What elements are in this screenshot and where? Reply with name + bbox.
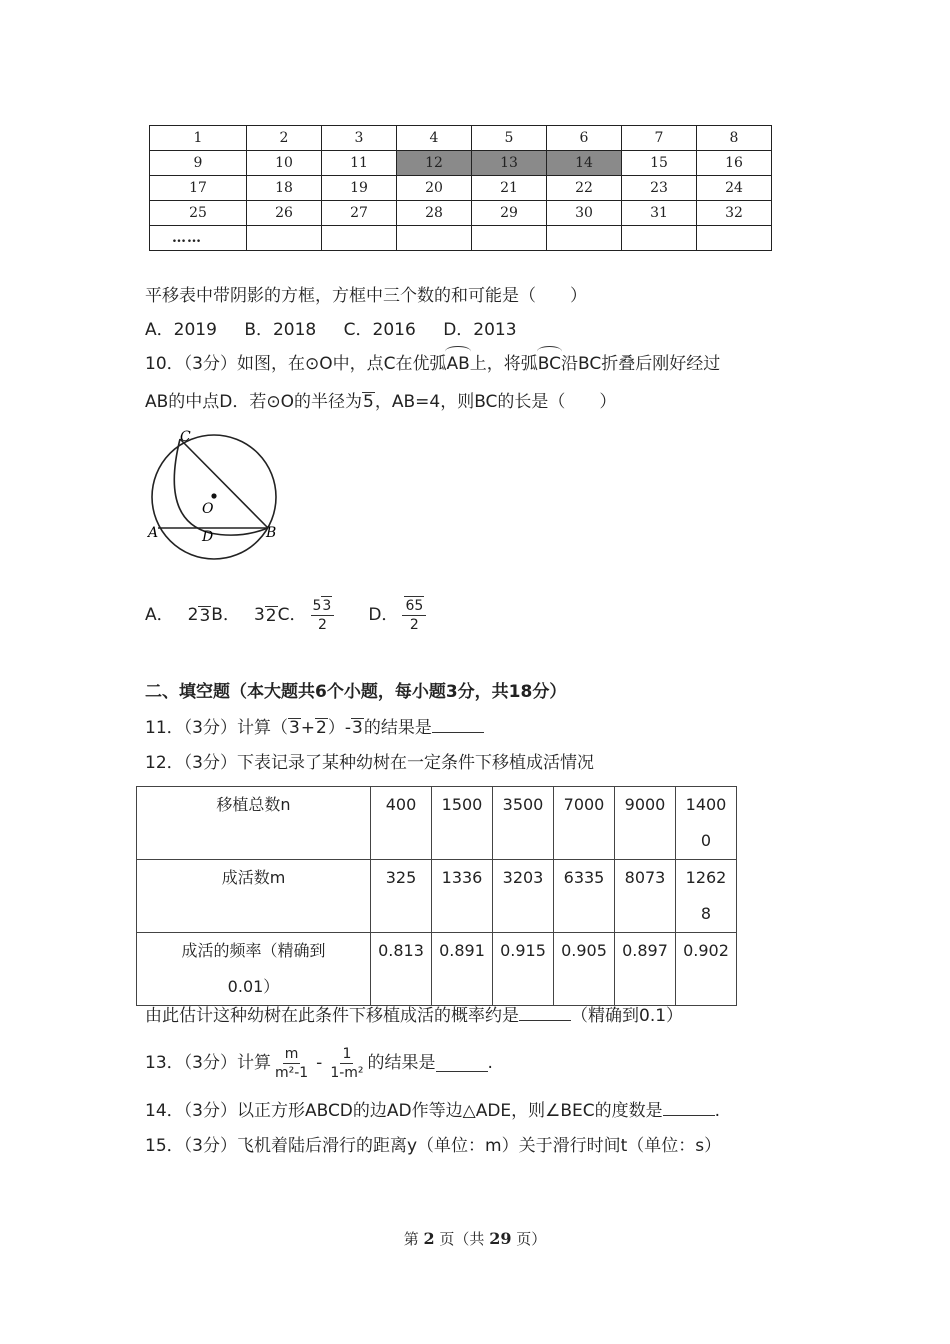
grid-cell: 5 (472, 126, 547, 151)
q10-line2: AB的中点D．若⊙O的半径为5，AB=4，则BC的长是（ ） (145, 392, 617, 412)
label-o: O (202, 501, 214, 517)
label-d: D (202, 529, 214, 545)
q13-frac-2: $\frac{1}{\text{1-m²}}$ (330, 1045, 364, 1081)
grid-cell: 19 (322, 176, 397, 201)
grid-cell: 13 (472, 151, 547, 176)
grid-cell: 21 (472, 176, 547, 201)
label-c: C (180, 429, 191, 445)
q9-option-d: D．2013 (443, 320, 517, 340)
grid-cell: 30 (547, 201, 622, 226)
grid-cell: 11 (322, 151, 397, 176)
grid-cell: 31 (622, 201, 697, 226)
page-footer: 第 2 页（共 29 页） (403, 1229, 547, 1248)
grid-cell (397, 226, 472, 251)
q13-answer-blank (436, 1054, 488, 1072)
q11-text: 11．（3分）计算（3+2）-3的结果是 (145, 715, 484, 740)
grid-cell: 17 (150, 176, 247, 201)
grid-row (150, 126, 772, 151)
q14-answer-blank (663, 1098, 715, 1116)
page-total: 29 (489, 1229, 512, 1248)
q9-text: 平移表中带阴影的方框，方框中三个数的和可能是（ ） (145, 286, 587, 306)
grid-cell (622, 226, 697, 251)
grid-cell (547, 226, 622, 251)
grid-cell: 12 (397, 151, 472, 176)
arc-ab: AB (446, 354, 470, 374)
q12-text: 12．（3分）下表记录了某种幼树在一定条件下移植成活情况 (145, 753, 594, 773)
circle-figure (140, 425, 290, 565)
number-grid-table (149, 125, 772, 251)
grid-row (150, 226, 772, 251)
q11-answer-blank (432, 715, 484, 733)
survival-table: 移植总数n 400 1500 3500 7000 9000 1400 0 成活数m 325 1336 3203 6335 8073 1262 8 成活的频率（精确到 0.01） 0.813 0.891 0.915 0.905 0.897 0.902 (136, 786, 737, 1006)
q9-options (145, 318, 517, 342)
grid-cell: 32 (697, 201, 772, 226)
grid-cell (247, 226, 322, 251)
grid-cell: 16 (697, 151, 772, 176)
grid-cell: 2 (247, 126, 322, 151)
q10-frac-c: $\frac{53}{2}$ (311, 596, 335, 634)
q14-text: 14．（3分）以正方形ABCD的边AD作等边△ADE，则∠BEC的度数是 . (145, 1098, 720, 1123)
grid-row (150, 176, 772, 201)
q13-frac-1: $\frac{m}{\text{m²-1}}$ (274, 1045, 309, 1081)
q13-text: 13．（3分）计算 $\frac{m}{\text{m²-1}}$ - $\frac{1}{\text{1-m²}}$ 的结果是 . (145, 1045, 493, 1081)
grid-cell: 22 (547, 176, 622, 201)
grid-cell: 25 (150, 201, 247, 226)
q9-option-a: A．2019 (145, 320, 217, 340)
grid-cell: 10 (247, 151, 322, 176)
grid-cell: 26 (247, 201, 322, 226)
grid-cell: 27 (322, 201, 397, 226)
grid-row (150, 151, 772, 176)
arc-bc: BC (537, 354, 561, 374)
q12-answer-blank (519, 1003, 571, 1021)
grid-cell: 18 (247, 176, 322, 201)
label-b: B (266, 525, 277, 541)
grid-cell (322, 226, 397, 251)
grid-cell: 7 (622, 126, 697, 151)
grid-cell: 20 (397, 176, 472, 201)
section-2-title: 二、填空题（本大题共6个小题，每小题3分，共18分） (145, 682, 567, 702)
grid-cell: 3 (322, 126, 397, 151)
q12-after: 由此估计这种幼树在此条件下移植成活的概率约是 （精确到0.1） (145, 1003, 683, 1028)
grid-cell: …… (150, 226, 247, 251)
grid-cell: 24 (697, 176, 772, 201)
grid-cell: 29 (472, 201, 547, 226)
q10-options: A． 2 3 B． 3 2 C． $\frac{53}{2}$ D． $\frac{65}{2}$ (145, 596, 430, 634)
q10-line1: 10．（3分）如图，在⊙O中，点C在优弧AB上，将弧BC沿BC折叠后刚好经过 (145, 354, 721, 374)
sqrt-5: 5 (363, 392, 374, 412)
page-number: 2 (423, 1229, 435, 1248)
q9-option-b: B．2018 (244, 320, 317, 340)
grid-cell: 23 (622, 176, 697, 201)
q10-frac-d: $\frac{65}{2}$ (402, 596, 426, 634)
grid-cell: 14 (547, 151, 622, 176)
label-a: A (148, 525, 159, 541)
row-label-freq: 成活的频率（精确到 0.01） (137, 933, 371, 1006)
grid-cell: 1 (150, 126, 247, 151)
grid-cell: 15 (622, 151, 697, 176)
q9-option-c: C．2016 (343, 320, 416, 340)
row-label-n: 移植总数n (137, 787, 371, 860)
q15-text: 15．（3分）飞机着陆后滑行的距离y（单位：m）关于滑行时间t（单位：s） (145, 1136, 722, 1156)
row-label-m: 成活数m (137, 860, 371, 933)
grid-cell (697, 226, 772, 251)
center-point (211, 493, 216, 498)
chord-bc (180, 439, 268, 528)
grid-cell: 8 (697, 126, 772, 151)
grid-cell: 4 (397, 126, 472, 151)
folded-arc (174, 439, 268, 535)
grid-cell: 9 (150, 151, 247, 176)
grid-row (150, 201, 772, 226)
grid-cell (472, 226, 547, 251)
grid-cell: 6 (547, 126, 622, 151)
grid-cell: 28 (397, 201, 472, 226)
